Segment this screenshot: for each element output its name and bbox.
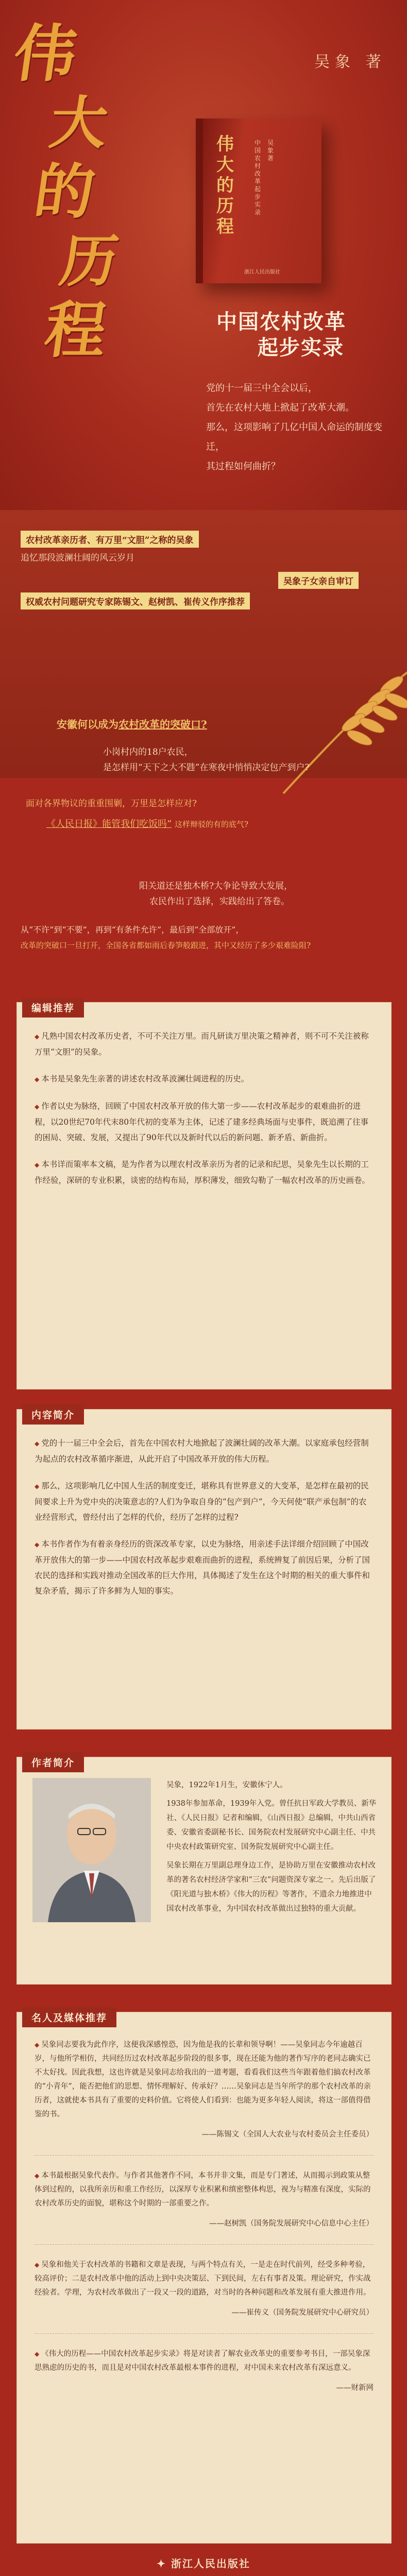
question-text: 农民作出了选择，实践给出了答卷。 <box>149 896 290 907</box>
book-cover-image <box>196 118 321 283</box>
question-5 <box>139 878 293 909</box>
intro-line: 那么，这项影响了几亿中国人命运的制度变迁， <box>206 422 382 452</box>
paragraph: ◆ 本书是吴象先生亲著的讲述农村改革波澜壮阔进程的历史。 <box>35 1071 374 1087</box>
quote: ◆ 吴象和他关于农村改革的书籍和文章是表现，与两个特点有关，一是走在时代前列，经受多种考验，较高评价；二是农村改革中他的活动上到中央决策层、下到民间，左右有事者及策。理论研究，作实战经验者。学理，为农村改革做出了一段又一段的道路，对当时的各种问题和改革发展有重大推进作用。 <box>35 2258 374 2300</box>
paragraph: ◆ 本书详而策率本文稿，是为作者为以理农村改革亲历为者的记录和纪思，吴象先生以长期的工作经验，深研的专业积累，谈密的结构布局，厚积薄发，细致勾勒了一幅农村改革的历史画卷。 <box>35 1157 374 1188</box>
question-text: 改革的突破口一旦打开，全国各省都如雨后春笋般跟进，其中又经历了多少艰难险阻? <box>21 941 311 950</box>
section-heading: 内容简介 <box>22 1404 84 1425</box>
paragraph: 1938年参加革命，1939年入党。曾任抗日军政大学教员、新华社、《人民日报》记者和编辑，《山西日报》总编辑，中共山西省委、安徽省委副秘书长、国务院农村发展研究中心副主任、中共中央农村政策研究室、国务院发展研究中心副主任。 <box>166 1800 377 1851</box>
calligraphy-char: 历 <box>56 228 123 294</box>
intro-line: 首先在农村大地上掀起了改革大潮。 <box>206 402 354 413</box>
question-4 <box>46 817 248 830</box>
calligraphy-char: 的 <box>30 157 99 227</box>
question-3: 面对各界物议的重重围剿，万里是怎样应对? <box>26 799 197 809</box>
calligraphy-char: 伟 <box>9 18 81 90</box>
hero-section <box>0 0 407 520</box>
section-heading: 名人及媒体推荐 <box>22 2007 116 2027</box>
quote: ◆ 《伟大的历程——中国农村改革起步实录》将是对读者了解农业改革史的重要参考书目，一部吴象深思熟虑的历史的书，而且是对中国农村改革最根本事件的进程，对中国未来农村改革有深远意义。 <box>35 2347 374 2375</box>
endorse-tag: 吴象子女亲自审订 <box>278 572 359 589</box>
book-cover-publisher: 浙江人民出版社 <box>244 269 280 275</box>
question-2 <box>103 744 310 775</box>
section-heading: 编辑推荐 <box>22 997 84 1018</box>
intro-line: 其过程如何曲折？ <box>206 461 280 472</box>
intro-line: 党的十一届三中全会以后， <box>206 383 317 394</box>
wheat-illustration <box>263 654 407 804</box>
paragraph: 吴象长期在万里副总理身边工作，是协助万里在安徽推动农村改革的著名农村经济学家和“三农”问题资深专家之一。先后出版了《阳光道与独木桥》《伟大的历程》等著作，不遗余力地推进中国农村改革事业，为中国农村改革做出过独特的重大贡献。 <box>166 1861 376 1913</box>
hero-intro <box>206 379 392 477</box>
question-text: 小岗村内的18户农民， <box>103 747 193 757</box>
paragraph: ◆ 作者以史为脉络，回顾了中国农村改革开放的伟大第一步——农村改革起步的艰难曲折的进程，以20世纪70年代末80年代初的变革为主体，记述了建多经典场面与史事件，既追溯了往事的困局、突破、发展，又提出了90年代以及新时代以后的新问题、新矛盾、新曲折。 <box>35 1098 374 1145</box>
divider <box>35 2155 374 2156</box>
author-bio <box>166 1778 378 1920</box>
section-heading: 作者简介 <box>22 1752 84 1772</box>
paragraph: 吴象，1922年1月生，安徽休宁人。 <box>166 1781 287 1789</box>
quote-signature: ——崔传义（国务院发展研究中心研究员） <box>231 2309 374 2317</box>
book-cover-subtitle: 中国农村改革起步实录 <box>255 139 261 216</box>
quote: ◆ 吴象同志要我为此作序，这便我深感惶恐，因为他是我的长辈和领导啊！——吴象同志今年逾越百岁，与他所学相仿，共同经历过农村改革起步阶段的很多事，现在还能为他的著作写序的老同志确实已不太好找。因此我想，这也许就是吴象同志给我出的一道考题，看看我们这些当年跟着他们搞农村改革的“小青年”，能否把他们的思想、情怀理解好、传承好？……吴象同志是当年所学的那个农村改革的亲历者，这就使本书具有了重要的史料价值。它将使人们看到：也能为更多年轻人阅读，将这一部值得借鉴的书。 <box>35 2038 374 2122</box>
hero-subtitle-line: 中国农村改革 <box>216 310 346 334</box>
paragraph: ◆ 党的十一届三中全会后，首先在中国农村大地掀起了波澜壮阔的改革大潮。以家庭承包经营制为起点的农村改革循序渐进，从此开启了中国改革开放的伟大历程。 <box>35 1435 374 1467</box>
question-text: 是怎样用“天下之大不韪”在寒夜中悄悄决定包产到户? <box>103 762 310 773</box>
endorse-text: 追忆那段波澜壮阔的风云岁月 <box>21 553 134 563</box>
divider <box>35 2333 374 2334</box>
endorse-tag: 农村改革亲历者、有万里“文胆”之称的吴象 <box>21 531 199 548</box>
question-highlight: 《人民日报》能管我们吃饭吗” <box>46 819 172 829</box>
calligraphy-title <box>9 18 148 366</box>
author-credit: 吴象 著 <box>314 53 386 71</box>
hero-subtitle <box>216 309 346 361</box>
author-portrait-icon <box>32 1778 151 1922</box>
question-text: 这样辩驳的有的底气? <box>174 820 248 829</box>
calligraphy-char: 程 <box>40 294 111 366</box>
hero-subtitle-line: 起步实录 <box>258 335 344 360</box>
author-photo <box>32 1778 151 1922</box>
quote: ◆ 本书最根据吴象代表作。与作者其他著作不同，本书并非文集，而是专门著述，从而揭示到政策从整体到过程的，以我所亲历和重工作经历，以深厚专业积累和缜密整体构思，视为与精准有深度，实际的农村改革历史的面貌，堪称这个时期的一部重要之作。 <box>35 2169 374 2211</box>
publisher-emblem-icon: ✦ <box>157 2557 171 2570</box>
question-highlight: 农村改革的突破口? <box>118 718 207 731</box>
publisher-logo <box>0 2555 407 2570</box>
book-cover-author: 吴象 著 <box>267 139 274 162</box>
calligraphy-char: 大 <box>46 90 112 156</box>
endorse-tag: 权威农村问题研究专家陈锡文、赵树凯、崔传义作序推荐 <box>21 592 250 609</box>
editor-recommend-panel <box>16 1002 392 1389</box>
paragraph: ◆ 那么，这项影响几亿中国人生活的制度变迁，堪称具有世界意义的大变革，是怎样在最初的民间要求上升为党中央的决策意志的?人们为争取自身的“包产到户”，今天何使“联产承包制”的农业经营形式，曾经付出了怎样的代价，经历了怎样的过程? <box>35 1478 374 1525</box>
recommend-panel <box>16 2012 392 2544</box>
question-6 <box>21 922 311 953</box>
quote-signature: ——赵树凯（国务院发展研究中心信息中心主任） <box>209 2219 374 2228</box>
paragraph: ◆ 凡熟中国农村改革历史者，不可不关注万里。而凡研读万里决策之精神者，则不可不关注被称万里“文胆”的吴象。 <box>35 1028 374 1060</box>
book-cover-title: 伟大的历程 <box>216 134 234 237</box>
divider <box>35 2244 374 2245</box>
author-panel <box>16 1757 392 1985</box>
content-summary-panel <box>16 1409 392 1730</box>
quote-signature: ——财新网 <box>336 2384 374 2392</box>
question-text: 从“不许”到“不要”，再到“有条件允许”，最后到“全部放开”， <box>21 925 244 935</box>
publisher-name: 浙江人民出版社 <box>171 2557 250 2570</box>
quote-signature: ——陈锡文（全国人大农业与农村委员会主任委员） <box>201 2130 374 2139</box>
paragraph: ◆ 本书作者作为有着亲身经历的资深改革专家，以史为脉络，用亲述手法详细介绍回顾了中国改革开放伟大的第一步——中国农村改革起步艰难而曲折的进程，系统辨复了前因后果，分析了国农民的选择和实践对推动全国改革的巨大作用，具体揭述了发生在这个时期的相关的重大事件和复杂矛盾，揭示了许多鲜为人知的事实。 <box>35 1536 374 1599</box>
question-1 <box>57 716 207 731</box>
question-text: 阳关道还是独木桥?大争论导致大发展， <box>139 881 293 891</box>
question-text: 安徽何以成为 <box>57 718 118 731</box>
